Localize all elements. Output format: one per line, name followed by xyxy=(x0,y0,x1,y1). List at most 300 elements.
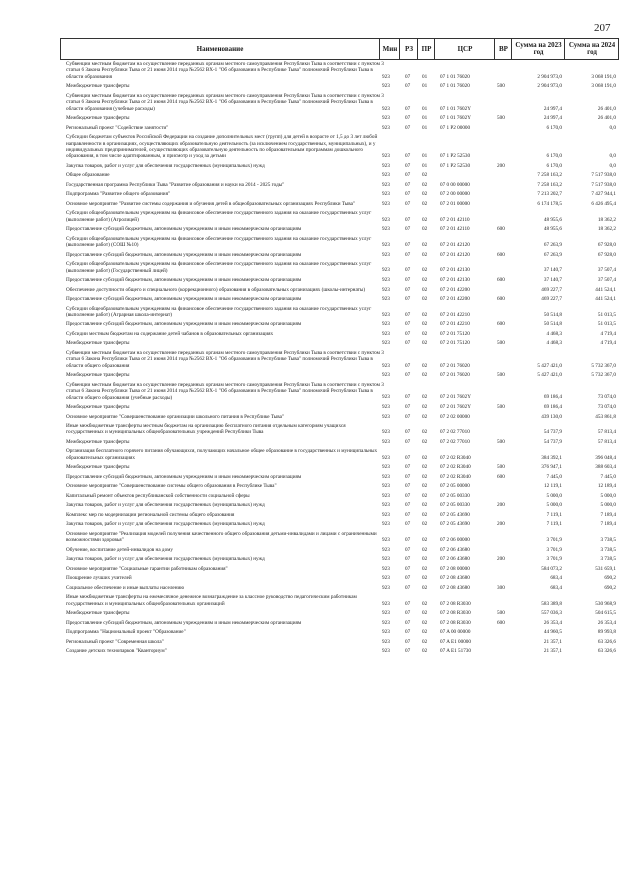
row-min: 923 xyxy=(382,483,390,490)
row-name: Основное мероприятие "Реализация моделей получения качественного общего образования детьми-инвалидами и лицами с ограниченными возможностями здоровья" xyxy=(66,530,377,544)
row-name: Предоставление субсидий бюджетным, автономным учреждениям и иным некоммерческим организациям xyxy=(66,226,302,233)
row-min: 923 xyxy=(382,502,390,509)
row-name: Основное мероприятие "Развитие системы содержания и обучения детей в общеобразовательных организациях Республики Тыва" xyxy=(66,200,356,207)
row-rz: 07 xyxy=(405,181,411,188)
row-rz: 07 xyxy=(405,556,411,563)
row-min: 923 xyxy=(382,330,390,337)
row-rz: 07 xyxy=(405,372,411,379)
row-min: 923 xyxy=(382,296,390,302)
row-rz: 07 xyxy=(405,73,411,80)
row-name: Подпрограмма "Развитие общего образования" xyxy=(66,191,171,198)
row-vr: 200 xyxy=(497,502,505,509)
row-s1: 37 140,7 xyxy=(543,267,562,274)
row-pr: 02 xyxy=(422,311,428,318)
row-min: 923 xyxy=(382,251,390,258)
row-s1: 2 904 973,0 xyxy=(537,73,562,80)
row-vr: 600 xyxy=(497,321,505,328)
row-pr: 02 xyxy=(422,619,428,626)
header-min: Мин xyxy=(379,39,400,59)
row-pr: 02 xyxy=(422,296,428,302)
row-min: 923 xyxy=(382,153,390,160)
row-csr: 07 2 08 R3030 xyxy=(440,610,471,617)
row-s1: 26 353,4 xyxy=(543,619,562,626)
row-rz: 07 xyxy=(405,105,411,112)
row-rz: 07 xyxy=(405,83,411,90)
row-s1: 21 357,1 xyxy=(543,638,562,645)
row-pr: 02 xyxy=(422,277,428,283)
row-csr: 07 A 00 00000 xyxy=(440,629,471,636)
row-min: 923 xyxy=(382,610,390,617)
row-s1: 54 737,9 xyxy=(543,429,562,436)
row-s2: 530 968,9 xyxy=(595,600,616,607)
row-rz: 07 xyxy=(405,242,411,249)
row-rz: 07 xyxy=(405,575,411,582)
row-s1: 3 701,9 xyxy=(546,556,562,563)
row-name: Создание детских технопарков "Кванториум" xyxy=(66,648,167,655)
row-min: 923 xyxy=(382,537,390,544)
row-pr: 02 xyxy=(422,438,428,445)
row-name: Субвенции местным бюджетам на осуществление переданных органам местного самоуправления Республики Тыва в соответствии с пунктом 3 статьи 6 Закона Республики Тыва от 21 июня 2014 года №2562 ВХ-1 "Об образовании в Республике Тыва" полномочий Республики Тыва в области образования xyxy=(66,61,384,80)
row-name: Субсидии местным бюджетам на содержание детей чабанов в образовательных организациях xyxy=(66,330,274,337)
row-name: Межбюджетные трансферты xyxy=(66,610,130,617)
row-min: 923 xyxy=(382,105,390,112)
row-csr: 07 1 P2 00000 xyxy=(440,124,471,131)
row-name: Социальное обеспечение и иные выплаты населению xyxy=(66,584,185,591)
row-s2: 6 426 495,4 xyxy=(591,200,616,207)
row-pr: 02 xyxy=(422,191,428,198)
row-pr: 02 xyxy=(422,362,428,369)
row-rz: 07 xyxy=(405,492,411,499)
row-rz: 07 xyxy=(405,226,411,233)
row-csr: 07 1 01 7602Y xyxy=(440,115,471,122)
row-min: 923 xyxy=(382,565,390,572)
row-rz: 07 xyxy=(405,172,411,179)
row-name: Предоставление субсидий бюджетным, автономным учреждениям и иным некоммерческим организациям xyxy=(66,277,302,283)
row-s2: 7 189,4 xyxy=(600,511,616,518)
row-vr: 200 xyxy=(497,162,505,169)
row-s2: 12 189,4 xyxy=(597,483,616,490)
row-vr: 600 xyxy=(497,277,505,283)
row-rz: 07 xyxy=(405,362,411,369)
row-min: 923 xyxy=(382,162,390,169)
row-pr: 02 xyxy=(422,330,428,337)
row-rz: 07 xyxy=(405,511,411,518)
row-min: 923 xyxy=(382,172,390,179)
row-vr: 300 xyxy=(497,584,505,591)
header-vr: ВР xyxy=(494,39,512,59)
row-csr: 07 2 01 75120 xyxy=(440,340,470,347)
row-min: 923 xyxy=(382,473,390,480)
row-s2: 26 401,0 xyxy=(597,115,616,122)
row-s2: 26 401,0 xyxy=(597,105,616,112)
row-csr: 07 2 06 00000 xyxy=(440,537,470,544)
row-name: Основное мероприятие "Совершенствование организации школьного питания в Республике Тыва" xyxy=(66,413,285,420)
row-min: 923 xyxy=(382,394,390,401)
row-name: Комплекс мер по модернизации региональной системы общего образования xyxy=(66,511,235,518)
row-s1: 469 227,7 xyxy=(541,286,562,293)
row-s2: 67 928,0 xyxy=(597,242,616,249)
row-s1: 2 904 973,0 xyxy=(537,83,562,90)
header-name: Наименование xyxy=(196,44,244,53)
row-rz: 07 xyxy=(405,115,411,122)
row-pr: 02 xyxy=(422,511,428,518)
row-pr: 02 xyxy=(422,172,428,179)
row-name: Организация бесплатного горячего питания обучающихся, получающих начальное общее образование в государственных и муниципальных образовательных организациях xyxy=(66,448,378,461)
row-pr: 02 xyxy=(422,473,428,480)
row-csr: 07 2 08 43680 xyxy=(440,575,470,582)
table-header xyxy=(60,38,619,60)
row-s1: 67 263,9 xyxy=(543,242,562,249)
row-min: 923 xyxy=(382,83,390,90)
row-csr: 07 2 02 R3040 xyxy=(440,473,471,480)
row-csr: 07 A E1 51730 xyxy=(440,648,471,655)
row-rz: 07 xyxy=(405,537,411,544)
row-name: Закупка товаров, работ и услуг для обеспечения государственных (муниципальных) нужд xyxy=(66,556,265,563)
row-name: Межбюджетные трансферты xyxy=(66,372,130,379)
row-name: Подпрограмма "Национальный проект "Образование" xyxy=(66,629,186,636)
row-rz: 07 xyxy=(405,191,411,198)
row-s2: 4 719,4 xyxy=(600,330,616,337)
row-rz: 07 xyxy=(405,286,411,293)
row-s2: 63 326,6 xyxy=(597,648,616,655)
row-min: 923 xyxy=(382,340,390,347)
row-vr: 500 xyxy=(497,115,505,122)
row-csr: 07 2 02 77010 xyxy=(440,438,470,445)
row-min: 923 xyxy=(382,429,390,436)
row-rz: 07 xyxy=(405,638,411,645)
row-s2: 7 427 944,1 xyxy=(591,191,616,198)
row-name: Межбюджетные трансферты xyxy=(66,115,130,122)
row-s1: 683,4 xyxy=(550,575,562,582)
row-s1: 67 263,9 xyxy=(543,251,562,258)
row-pr: 01 xyxy=(422,73,428,80)
row-s1: 6 174 178,5 xyxy=(537,200,562,207)
row-pr: 02 xyxy=(422,638,428,645)
row-s2: 51 013,5 xyxy=(597,321,616,328)
row-csr: 07 2 02 00000 xyxy=(440,413,470,420)
row-s2: 504 615,5 xyxy=(595,610,616,617)
row-min: 923 xyxy=(382,115,390,122)
row-pr: 01 xyxy=(422,124,428,131)
row-rz: 07 xyxy=(405,340,411,347)
row-s2: 388 603,4 xyxy=(595,464,616,471)
row-rz: 07 xyxy=(405,330,411,337)
row-vr: 200 xyxy=(497,556,505,563)
row-vr: 500 xyxy=(497,610,505,617)
row-csr: 07 2 05 00000 xyxy=(440,483,470,490)
row-s2: 57 813,4 xyxy=(597,438,616,445)
row-s2: 441 524,1 xyxy=(595,286,616,293)
row-min: 923 xyxy=(382,492,390,499)
row-min: 923 xyxy=(382,546,390,553)
row-min: 923 xyxy=(382,438,390,445)
row-min: 923 xyxy=(382,638,390,645)
row-name: Обучение, воспитание детей-инвалидов на дому xyxy=(66,546,173,553)
row-name: Межбюджетные трансферты xyxy=(66,404,130,410)
row-s1: 7 445,0 xyxy=(546,473,562,480)
row-s2: 690,2 xyxy=(604,575,616,582)
row-s2: 441 524,1 xyxy=(595,296,616,302)
row-min: 923 xyxy=(382,511,390,518)
row-name: Предоставление субсидий бюджетным, автономным учреждениям и иным некоммерческим организациям xyxy=(66,296,302,302)
row-vr: 500 xyxy=(497,340,505,347)
row-min: 923 xyxy=(382,311,390,318)
header-sum-2024: Сумма на 2024 год xyxy=(564,39,619,59)
row-s2: 0,0 xyxy=(609,162,616,169)
row-name: Региональный проект "Современная школа" xyxy=(66,638,164,645)
row-s2: 67 928,0 xyxy=(597,251,616,258)
row-pr: 02 xyxy=(422,648,428,655)
row-vr: 500 xyxy=(497,464,505,471)
row-name: Субвенции местным бюджетам на осуществление переданных органам местного самоуправления Республики Тыва в соответствии с пунктом 3 статьи 6 Закона Республики Тыва от 21 июня 2014 года №2562 ВХ-1 "Об образовании в Республике Тыва" полномочий Республики Тыва в области образования (учебные расходы) xyxy=(66,92,384,112)
row-s2: 51 013,5 xyxy=(597,311,616,318)
row-vr: 500 xyxy=(497,404,505,410)
row-rz: 07 xyxy=(405,267,411,274)
row-s1: 24 997,4 xyxy=(543,105,562,112)
row-rz: 07 xyxy=(405,216,411,223)
row-s2: 5 732 367,0 xyxy=(591,372,616,379)
row-pr: 02 xyxy=(422,242,428,249)
row-vr: 600 xyxy=(497,473,505,480)
row-csr: 07 2 01 42210 xyxy=(440,321,470,328)
row-s2: 37 507,4 xyxy=(597,277,616,283)
row-s2: 18 362,2 xyxy=(597,226,616,233)
row-s2: 0,0 xyxy=(609,124,616,131)
row-s2: 7 189,4 xyxy=(600,521,616,528)
row-vr: 600 xyxy=(497,251,505,258)
row-pr: 02 xyxy=(422,340,428,347)
row-rz: 07 xyxy=(405,311,411,318)
row-csr: 07 2 01 42210 xyxy=(440,311,470,318)
row-s2: 0,0 xyxy=(609,153,616,160)
row-name: Основное мероприятие "Совершенствование системы общего образования в Республике Тыва" xyxy=(66,483,277,490)
row-s1: 5 427 421,0 xyxy=(537,372,562,379)
row-rz: 07 xyxy=(405,454,411,461)
row-name: Субсидии общеобразовательным учреждениям на финансовое обеспечение государственного задания на оказание государственных услуг (выполнение работ) (Государственный лицей) xyxy=(66,261,372,274)
row-min: 923 xyxy=(382,226,390,233)
row-pr: 02 xyxy=(422,502,428,509)
row-s2: 690,2 xyxy=(604,584,616,591)
row-csr: 07 2 05 00330 xyxy=(440,492,470,499)
row-s1: 5 000,0 xyxy=(546,492,562,499)
row-name: Субвенции местным бюджетам на осуществление переданных органам местного самоуправления Республики Тыва в соответствии с пунктом 3 статьи 6 Закона Республики Тыва от 21 июня 2014 года №2562 ВХ-1 "Об образовании в Республике Тыва" полномочий Республики Тыва в области общего образования (учебные расходы) xyxy=(66,381,384,401)
row-min: 923 xyxy=(382,464,390,471)
row-csr: 07 2 01 42200 xyxy=(440,296,470,302)
row-s1: 5 000,0 xyxy=(546,502,562,509)
row-s1: 54 737,9 xyxy=(543,438,562,445)
row-rz: 07 xyxy=(405,584,411,591)
row-csr: 07 2 01 42110 xyxy=(440,226,470,233)
row-vr: 600 xyxy=(497,226,505,233)
row-pr: 02 xyxy=(422,556,428,563)
row-name: Межбюджетные трансферты xyxy=(66,340,130,347)
row-pr: 02 xyxy=(422,216,428,223)
row-rz: 07 xyxy=(405,321,411,328)
row-s2: 4 719,4 xyxy=(600,340,616,347)
row-pr: 01 xyxy=(422,115,428,122)
page-number: 207 xyxy=(594,22,611,34)
row-s2: 5 000,0 xyxy=(600,492,616,499)
row-name: Субсидии общеобразовательным учреждениям на финансовое обеспечение государственного задания на оказание государственных услуг (выполнение работ) (Аграрная школа-интернат) xyxy=(66,305,372,318)
row-s1: 7 119,1 xyxy=(546,511,562,518)
row-csr: 07 2 01 7602Y xyxy=(440,404,471,410)
row-csr: 07 2 05 43690 xyxy=(440,521,470,528)
row-rz: 07 xyxy=(405,619,411,626)
row-min: 923 xyxy=(382,404,390,410)
row-name: Капитальный ремонт объектов республиканской собственности социальной сферы xyxy=(66,492,250,499)
row-s2: 89 993,8 xyxy=(597,629,616,636)
row-name: Поощрение лучших учителей xyxy=(66,575,132,582)
row-s2: 453 861,8 xyxy=(595,413,616,420)
row-s1: 48 955,6 xyxy=(543,216,562,223)
row-s2: 7 445,0 xyxy=(600,473,616,480)
row-s2: 7 517 938,0 xyxy=(591,181,616,188)
header-csr: ЦСР xyxy=(434,39,495,59)
row-s1: 583 389,8 xyxy=(541,600,562,607)
row-csr: 07 2 01 76020 xyxy=(440,372,470,379)
row-csr: 07 A E1 00000 xyxy=(440,638,471,645)
row-csr: 07 2 08 43680 xyxy=(440,584,470,591)
row-s2: 3 068 191,0 xyxy=(591,73,616,80)
header-sum-2023: Сумма на 2023 год xyxy=(511,39,565,59)
row-csr: 07 2 06 43680 xyxy=(440,546,470,553)
row-rz: 07 xyxy=(405,610,411,617)
row-s2: 7 517 938,0 xyxy=(591,172,616,179)
row-s1: 7 258 163,2 xyxy=(537,181,562,188)
row-s2: 396 048,4 xyxy=(595,454,616,461)
row-csr: 07 1 01 76020 xyxy=(440,83,470,90)
row-name: Общее образование xyxy=(66,172,110,179)
row-s2: 26 353,4 xyxy=(597,619,616,626)
row-csr: 07 2 01 42130 xyxy=(440,277,470,283)
row-rz: 07 xyxy=(405,600,411,607)
row-vr: 500 xyxy=(497,438,505,445)
row-s1: 3 701,9 xyxy=(546,546,562,553)
row-pr: 02 xyxy=(422,251,428,258)
row-csr: 07 1 01 76020 xyxy=(440,73,470,80)
row-pr: 01 xyxy=(422,105,428,112)
row-min: 923 xyxy=(382,321,390,328)
row-pr: 02 xyxy=(422,200,428,207)
row-s1: 683,4 xyxy=(550,584,562,591)
row-csr: 07 2 08 R3030 xyxy=(440,619,471,626)
row-min: 923 xyxy=(382,619,390,626)
row-pr: 02 xyxy=(422,394,428,401)
row-pr: 02 xyxy=(422,629,428,636)
row-name: Закупка товаров, работ и услуг для обеспечения государственных (муниципальных) нужд xyxy=(66,162,265,169)
row-s2: 5 000,0 xyxy=(600,502,616,509)
row-csr: 07 1 P2 52530 xyxy=(440,162,471,169)
row-min: 923 xyxy=(382,362,390,369)
row-name: Обеспечение доступности общего и специального (коррекционного) образования в образовательных организациях (школы-интернаты) xyxy=(66,286,366,293)
row-s1: 5 427 421,0 xyxy=(537,362,562,369)
row-name: Субсидии бюджетам субъектов Российской Федерации на создание дополнительных мест (групп) для детей в возрасте от 1,5 до 3 лет любой направленности в организациях, осуществляющих образовательную деятельность (за исключением государственных, муниципальных), и у индивидуальных предпринимателей, осуществляющих образовательную деятельность по образовательным программам дошкольного образования, в том числе адаптированным, и присмотр и уход за детьми xyxy=(66,134,378,160)
row-name: Субсидии общеобразовательным учреждениям на финансовое обеспечение государственного задания на оказание государственных услуг (выполнение работ) (Агролицей) xyxy=(66,210,372,223)
row-pr: 02 xyxy=(422,546,428,553)
row-s2: 73 074,0 xyxy=(597,394,616,401)
row-s1: 584 073,2 xyxy=(541,565,562,572)
row-csr: 07 2 01 7602Y xyxy=(440,394,471,401)
row-csr: 07 2 01 42200 xyxy=(440,286,470,293)
row-s1: 24 997,4 xyxy=(543,115,562,122)
row-s1: 6 170,0 xyxy=(546,162,562,169)
row-vr: 500 xyxy=(497,83,505,90)
row-min: 923 xyxy=(382,191,390,198)
row-rz: 07 xyxy=(405,124,411,131)
row-pr: 02 xyxy=(422,575,428,582)
row-pr: 02 xyxy=(422,404,428,410)
row-vr: 600 xyxy=(497,619,505,626)
row-min: 923 xyxy=(382,216,390,223)
row-rz: 07 xyxy=(405,296,411,302)
row-csr: 07 2 01 42130 xyxy=(440,267,470,274)
row-min: 923 xyxy=(382,124,390,131)
row-csr: 07 2 02 R3040 xyxy=(440,464,471,471)
row-min: 923 xyxy=(382,286,390,293)
row-s1: 557 036,3 xyxy=(541,610,562,617)
row-s2: 3 738,5 xyxy=(600,537,616,544)
row-name: Предоставление субсидий бюджетным, автономным учреждениям и иным некоммерческим организациям xyxy=(66,619,302,626)
row-min: 923 xyxy=(382,556,390,563)
row-csr: 07 2 01 42120 xyxy=(440,251,470,258)
row-s1: 48 955,6 xyxy=(543,226,562,233)
row-min: 923 xyxy=(382,600,390,607)
row-rz: 07 xyxy=(405,404,411,410)
row-name: Иные межбюджетные трансферты на ежемесячное денежное вознаграждение за классное руководство педагогическим работникам государственных и муниципальных общеобразовательных организаций xyxy=(66,594,357,607)
row-csr: 07 2 05 43690 xyxy=(440,511,470,518)
row-s2: 63 326,6 xyxy=(597,638,616,645)
row-vr: 200 xyxy=(497,521,505,528)
row-min: 923 xyxy=(382,575,390,582)
row-csr: 07 2 02 R3040 xyxy=(440,454,471,461)
row-s2: 18 362,2 xyxy=(597,216,616,223)
header-rz: РЗ xyxy=(399,39,418,59)
row-csr: 07 2 05 00330 xyxy=(440,502,470,509)
row-csr: 07 2 00 00000 xyxy=(440,191,470,198)
row-pr: 02 xyxy=(422,584,428,591)
row-name: Иные межбюджетные трансферты местным бюджетам на организацию бесплатного питания отдельным категориям учащихся государственных и муниципальных общеобразовательных учреждений Республики Тыва xyxy=(66,423,346,436)
row-rz: 07 xyxy=(405,648,411,655)
row-csr: 07 2 01 00000 xyxy=(440,200,470,207)
row-pr: 02 xyxy=(422,492,428,499)
row-rz: 07 xyxy=(405,464,411,471)
row-name: Предоставление субсидий бюджетным, автономным учреждениям и иным некоммерческим организациям xyxy=(66,321,302,328)
row-name: Межбюджетные трансферты xyxy=(66,83,130,90)
row-csr: 07 1 P2 52530 xyxy=(440,153,471,160)
row-pr: 02 xyxy=(422,413,428,420)
row-rz: 07 xyxy=(405,429,411,436)
row-rz: 07 xyxy=(405,394,411,401)
row-rz: 07 xyxy=(405,162,411,169)
row-pr: 02 xyxy=(422,372,428,379)
row-rz: 07 xyxy=(405,153,411,160)
row-pr: 02 xyxy=(422,454,428,461)
row-name: Субсидии общеобразовательным учреждениям на финансовое обеспечение государственного задания на оказание государственных услуг (выполнение работ) (СОШ №10) xyxy=(66,235,372,249)
row-min: 923 xyxy=(382,267,390,274)
row-name: Предоставление субсидий бюджетным, автономным учреждениям и иным некоммерческим организациям xyxy=(66,473,302,480)
row-s1: 21 357,1 xyxy=(543,648,562,655)
row-rz: 07 xyxy=(405,438,411,445)
row-min: 923 xyxy=(382,372,390,379)
row-s1: 4 468,3 xyxy=(546,330,562,337)
row-pr: 02 xyxy=(422,321,428,328)
row-pr: 02 xyxy=(422,286,428,293)
row-min: 923 xyxy=(382,454,390,461)
row-pr: 02 xyxy=(422,483,428,490)
row-csr: 07 2 01 42110 xyxy=(440,216,470,223)
row-csr: 07 2 02 77010 xyxy=(440,429,470,436)
row-name: Закупка товаров, работ и услуг для обеспечения государственных (муниципальных) нужд xyxy=(66,521,265,528)
